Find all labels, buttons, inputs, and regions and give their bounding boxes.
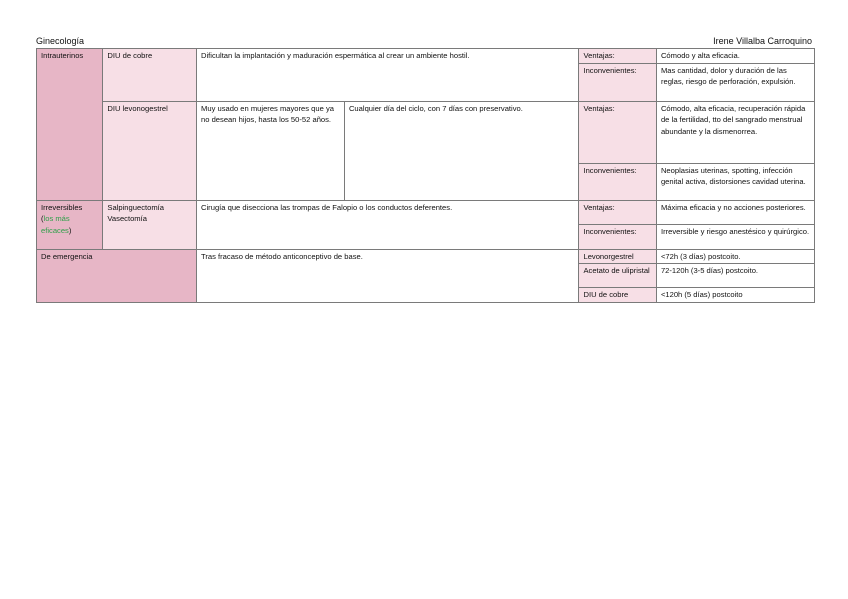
header-author: Irene Villalba Carroquino — [713, 36, 812, 46]
diu-levonogestrel-ventajas: Cómodo, alta eficacia, recuperación rápida de la fertilidad, tto del sangrado menstrual abundante y la dismenorrea. — [656, 101, 814, 163]
method-salpinguectomia: Salpinguectomía — [107, 202, 164, 212]
header-subject: Ginecología — [36, 36, 85, 46]
emergencia-method-label: Levonorgestrel — [579, 249, 656, 264]
method-vasectomia: Vasectomía — [107, 214, 147, 224]
inconvenientes-label: Inconvenientes: — [579, 63, 656, 101]
ventajas-label: Ventajas: — [579, 101, 656, 163]
table-row — [37, 200, 815, 224]
diu-levonogestrel-usage: Muy usado en mujeres mayores que ya no desean hijos, hasta los 50-52 años. — [197, 101, 345, 200]
emergencia-description: Tras fracaso de método anticonceptivo de base. — [197, 249, 579, 302]
ventajas-label: Ventajas: — [579, 49, 656, 64]
table-row — [37, 49, 815, 64]
category-emergencia: De emergencia — [37, 249, 197, 302]
diu-levonogestrel-inconvenientes: Neoplasias uterinas, spotting, infección genital activa, distorsiones cavidad uterina. — [656, 163, 814, 200]
inconvenientes-label: Inconvenientes: — [579, 224, 656, 249]
irreversibles-inconvenientes: Irreversible y riesgo anestésico y quirúrgico. — [656, 224, 814, 249]
emergencia-method-label: Acetato de ulipristal — [579, 264, 656, 288]
methods-irreversibles — [103, 200, 197, 249]
irreversibles-description: Cirugía que disecciona las trompas de Falopio o los conductos deferentes. — [197, 200, 579, 249]
contraceptive-methods-table — [36, 48, 815, 303]
emergencia-method-value: <72h (3 días) postcoito. — [656, 249, 814, 264]
emergencia-method-value: <120h (5 días) postcoito — [656, 288, 814, 303]
paren-open: ( — [41, 214, 44, 224]
category-irreversibles — [37, 200, 103, 249]
irreversibles-ventajas: Máxima eficacia y no acciones posteriores. — [656, 200, 814, 224]
table-row — [37, 249, 815, 264]
method-diu-cobre: DIU de cobre — [103, 49, 197, 102]
diu-cobre-ventajas: Cómodo y alta eficacia. — [656, 49, 814, 64]
diu-cobre-description: Dificultan la implantación y maduración espermática al crear un ambiente hostil. — [197, 49, 579, 102]
emergencia-method-value: 72-120h (3-5 días) postcoito. — [656, 264, 814, 288]
inconvenientes-label: Inconvenientes: — [579, 163, 656, 200]
most-effective-note: los más eficaces — [41, 214, 70, 235]
ventajas-label: Ventajas: — [579, 200, 656, 224]
emergencia-method-label: DIU de cobre — [579, 288, 656, 303]
table-row — [37, 101, 815, 163]
diu-levonogestrel-timing: Cualquier día del ciclo, con 7 días con preservativo. — [344, 101, 579, 200]
diu-cobre-inconvenientes: Mas cantidad, dolor y duración de las reglas, riesgo de perforación, expulsión. — [656, 63, 814, 101]
method-diu-levonogestrel: DIU levonogestrel — [103, 101, 197, 200]
irreversibles-label: Irreversibles — [41, 202, 83, 212]
paren-close: ) — [68, 225, 72, 235]
category-intrauterinos: Intrauterinos — [37, 49, 103, 201]
